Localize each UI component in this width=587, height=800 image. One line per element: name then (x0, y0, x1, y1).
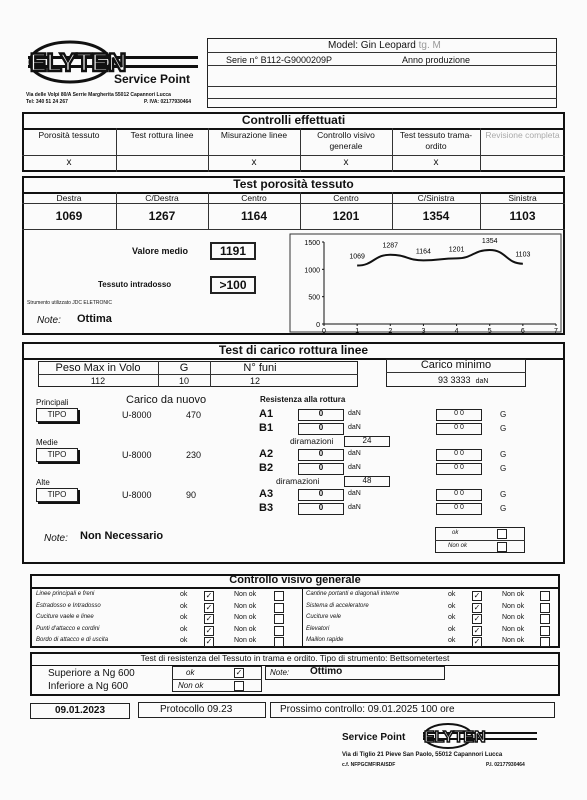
visivo-ok-checkbox[interactable]: ✓ (205, 602, 213, 612)
serial-label: Serie n° B112-G9000209P (226, 55, 333, 65)
visivo-nonok-checkbox[interactable] (274, 591, 284, 601)
line-model: U-8000 (122, 410, 152, 420)
visivo-ok-checkbox[interactable]: ✓ (473, 637, 481, 646)
funi-label: N° funi (243, 362, 277, 374)
tessuto-ok-checkbox[interactable]: ✓ (235, 668, 243, 677)
visivo-nonok-label: Non ok (502, 637, 525, 644)
resistenza-value: 0 (318, 423, 324, 432)
visivo-ok-label: ok (448, 637, 456, 644)
porosita-header: C/Destra (145, 193, 179, 203)
footer-piva: P.I. 02177930464 (486, 762, 525, 768)
porosita-value: 1267 (148, 209, 176, 223)
svg-text:ELYTEN: ELYTEN (424, 729, 486, 746)
g-unit: G (500, 450, 507, 459)
peso-label: Peso Max in Volo (55, 362, 141, 374)
valore-medio-value: 1191 (219, 244, 247, 258)
visivo-ok-label: ok (448, 625, 456, 633)
porosita-value: 1354 (422, 209, 450, 223)
chart-data-label: 1164 (415, 248, 431, 256)
resistenza-value: 0 (318, 409, 324, 418)
chart-x-tick-label: 0 (322, 328, 326, 334)
resistenza-row-label: A3 (259, 488, 274, 500)
footer-date: 09.01.2023 (54, 705, 106, 716)
visivo-title: Controllo visivo generale (229, 574, 361, 586)
resistenza-value: 0 (318, 503, 324, 512)
diramazioni-value: 24 (362, 436, 372, 445)
chart-x-tick-label: 4 (454, 328, 459, 334)
g-value: 0 0 (454, 490, 464, 497)
visivo-ok-checkbox[interactable]: ✓ (473, 591, 481, 600)
resistenza-unit: daN (348, 464, 361, 471)
visivo-ok-label: ok (180, 591, 188, 598)
controlli-header: Test rottura linee (130, 130, 194, 140)
tipo-label: TIPO (47, 410, 67, 419)
controlli-title: Controlli effettuati (241, 113, 346, 127)
tessuto-sup-label: Superiore a Ng 600 (48, 668, 135, 679)
carico-nuovo-value: 230 (186, 450, 202, 460)
tessuto-nonok-checkbox[interactable] (234, 681, 244, 691)
porosita-header: Centro (241, 193, 267, 203)
visivo-item-label: Cuciture vaele e linee (36, 614, 94, 620)
g-value: 0 0 (454, 464, 464, 471)
model-label: Model: Gin Leopard tg. M (328, 40, 441, 51)
visivo-nonok-label: Non ok (234, 602, 257, 610)
porosita-value: 1201 (332, 209, 360, 223)
footer-brand-sub: Service Point (342, 732, 406, 743)
visivo-nonok-label: Non ok (234, 637, 257, 644)
footer-cf: c.f. NFPGCMFIRAISDF (342, 762, 396, 768)
visivo-ok-label: ok (180, 602, 188, 610)
tessuto-note-label: Note: (270, 668, 290, 677)
rottura-ok-checkbox[interactable] (497, 529, 507, 539)
visivo-item-label: Punti d'attacco e cordini (36, 625, 100, 632)
chart-x-tick-label: 7 (554, 328, 558, 334)
chart-data-label: 1354 (481, 237, 498, 245)
porosita-note-label: Note: (37, 315, 61, 326)
header-piva: P. IVA: 02177930464 (144, 99, 192, 105)
controlli-header: Revisione completa (485, 130, 560, 140)
rottura-nonok-checkbox[interactable] (497, 542, 507, 552)
porosita-value: 1164 (240, 209, 268, 223)
porosita-header: Centro (333, 193, 359, 203)
resistenza-value: 0 (318, 449, 324, 458)
g-value: 0 0 (454, 424, 464, 431)
visivo-ok-checkbox[interactable]: ✓ (205, 637, 213, 646)
resistenza-value: 0 (318, 463, 324, 472)
chart-series-line (357, 250, 523, 266)
visivo-nonok-checkbox[interactable] (274, 614, 284, 624)
resistenza-label: Resistenza alla rottura (260, 395, 346, 404)
carico-nuovo-value: 470 (186, 410, 202, 420)
visivo-nonok-checkbox[interactable] (540, 614, 550, 624)
rottura-title: Test di carico rottura linee (218, 343, 369, 357)
g-unit: G (500, 504, 507, 513)
footer-logo (420, 722, 540, 752)
tessuto-nonok-label: Non ok (178, 681, 204, 690)
header-address: Via delle Volpi 80/A Serrie Margherita 55012 Capannori Lucca (26, 92, 171, 98)
diramazioni-label: diramazioni (290, 436, 334, 446)
intradosso-label: Tessuto intradosso (98, 280, 172, 289)
visivo-ok-checkbox[interactable]: ✓ (205, 591, 213, 600)
rottura-ok-label: ok (452, 530, 459, 536)
visivo-ok-label: ok (448, 602, 456, 610)
g-unit: G (500, 490, 507, 499)
chart-y-tick-label: 1000 (304, 267, 320, 275)
tessuto-title: Test di resistenza del Tessuto in trama e ordito. Tipo di strumento: Bettsometertest (140, 653, 450, 663)
rottura-nonok-label: Non ok (448, 543, 468, 549)
chart-y-tick-label: 500 (308, 294, 320, 302)
resistenza-unit: daN (348, 410, 361, 417)
visivo-ok-checkbox[interactable]: ✓ (473, 602, 481, 612)
visivo-ok-label: ok (448, 591, 456, 598)
visivo-nonok-checkbox[interactable] (274, 626, 284, 636)
visivo-item-label: Linee principali e freni (36, 591, 95, 597)
diramazioni-value: 48 (362, 476, 372, 485)
tessuto-ok-label: ok (186, 668, 195, 677)
chart-data-label: 1287 (382, 242, 399, 250)
visivo-nonok-label: Non ok (234, 591, 257, 598)
visivo-ok-checkbox[interactable]: ✓ (205, 614, 213, 623)
visivo-nonok-label: Non ok (502, 625, 525, 633)
controlli-mark: x (251, 157, 257, 168)
intradosso-value: >100 (219, 278, 247, 292)
visivo-ok-checkbox[interactable]: ✓ (205, 625, 213, 635)
brand-subtitle: Service Point (114, 72, 191, 86)
visivo-nonok-checkbox[interactable] (540, 603, 550, 613)
production-label: Anno produzione (402, 55, 471, 65)
valore-medio-label: Valore medio (132, 246, 189, 256)
resistenza-unit: daN (348, 450, 361, 457)
header-tel: Tel: 340 51 24 267 (26, 99, 68, 105)
resistenza-unit: daN (348, 490, 361, 497)
chart-data-label: 1201 (448, 246, 465, 254)
tessuto-note-box (265, 666, 445, 680)
visivo-ok-label: ok (180, 625, 188, 633)
visivo-item-label: Cuciture vele (306, 614, 342, 620)
g-label: G (179, 362, 189, 374)
footer-address: Via di Tiglio 21 Pieve San Paolo, 55012 Capannori Lucca (342, 752, 503, 758)
controlli-header: Controllo visivo generale (317, 130, 375, 151)
porosita-header: Destra (56, 193, 82, 203)
controlli-mark: x (66, 157, 72, 168)
serial-value: B112-G9000209P (260, 55, 333, 65)
group-name: Principali (36, 398, 69, 407)
visivo-nonok-label: Non ok (234, 614, 257, 621)
brand-name: ELYTEN (30, 49, 127, 77)
g-value: 0 0 (454, 450, 464, 457)
visivo-item-label: Elevatori (306, 625, 330, 632)
g-unit: G (500, 424, 507, 433)
resistenza-row-label: B1 (259, 422, 274, 434)
visivo-ok-checkbox[interactable]: ✓ (473, 625, 481, 635)
controlli-mark: x (433, 157, 439, 168)
resistenza-unit: daN (348, 504, 361, 511)
resistenza-unit: daN (348, 424, 361, 431)
visivo-nonok-checkbox[interactable] (274, 603, 284, 613)
porosita-value: 1069 (55, 209, 83, 223)
visivo-nonok-checkbox[interactable] (274, 637, 284, 647)
chart-x-tick-label: 2 (388, 328, 393, 334)
visivo-nonok-label: Non ok (502, 614, 525, 621)
resistenza-value: 0 (318, 489, 324, 498)
g-value: 0 0 (454, 410, 464, 417)
rottura-note: Non Necessario (80, 530, 164, 542)
line-model: U-8000 (122, 450, 152, 460)
chart-y-tick-label: 0 (316, 322, 320, 329)
visivo-nonok-label: Non ok (502, 591, 525, 598)
carico-nuovo-value: 90 (186, 490, 197, 500)
visivo-nonok-checkbox[interactable] (540, 591, 550, 601)
tipo-label: TIPO (47, 490, 67, 499)
tessuto-note: Ottimo (310, 666, 343, 677)
diramazioni-label: diramazioni (276, 476, 320, 486)
controlli-header: Test tessuto trama-ordito (399, 130, 473, 151)
chart-data-label: 1103 (515, 251, 531, 259)
peso-value: 112 (90, 376, 106, 386)
visivo-nonok-label: Non ok (234, 625, 257, 633)
line-model: U-8000 (122, 490, 152, 500)
funi-value: 12 (250, 376, 261, 386)
rottura-note-label: Note: (44, 533, 68, 544)
resistenza-row-label: B3 (259, 502, 274, 514)
visivo-item-label: Maillon rapide (306, 637, 344, 643)
chart-x-tick-label: 3 (421, 328, 426, 334)
chart-data-label: 1069 (349, 253, 365, 261)
visivo-item-label: Bordo di attacco e di uscita (36, 637, 109, 643)
carico-nuovo-label: Carico da nuovo (126, 394, 207, 406)
visivo-item-label: Sistema di acceleratore (306, 602, 369, 609)
group-name: Alte (36, 478, 50, 487)
resistenza-row-label: A2 (259, 448, 274, 460)
controlli-header: Porosità tessuto (38, 130, 100, 140)
g-value: 0 0 (454, 504, 464, 511)
prossimo-controllo: Prossimo controllo: 09.01.2025 100 ore (280, 704, 455, 715)
visivo-item-label: Estradosso e Intradosso (36, 602, 101, 609)
visivo-ok-label: ok (180, 614, 188, 621)
resistenza-row-label: A1 (259, 408, 274, 420)
g-unit: G (500, 464, 507, 473)
controlli-mark: x (343, 157, 349, 168)
carico-min-value: 93 3333 daN (438, 375, 489, 385)
porosita-value: 1103 (509, 209, 536, 223)
controlli-header: Misurazione linee (220, 130, 288, 140)
chart-x-tick-label: 6 (520, 328, 525, 334)
visivo-nonok-checkbox[interactable] (540, 626, 550, 636)
visivo-nonok-label: Non ok (502, 602, 525, 610)
protocollo: Protocollo 09.23 (160, 704, 233, 715)
chart-x-tick-label: 1 (355, 328, 360, 334)
visivo-nonok-checkbox[interactable] (540, 637, 550, 647)
porosita-title: Test porosità tessuto (233, 177, 354, 191)
strumento-label: Strumento utilizzato JDC ELETRONIC (27, 300, 113, 306)
tessuto-inf-label: Inferiore a Ng 600 (48, 681, 129, 692)
chart-y-tick-label: 1500 (304, 240, 320, 247)
g-unit: G (500, 410, 507, 419)
visivo-item-label: Cantine portanti e diagonali interne (306, 591, 400, 597)
visivo-ok-label: ok (180, 637, 188, 644)
porosita-header: C/Sinistra (417, 193, 455, 203)
porosita-note: Ottima (77, 313, 112, 325)
porosity-chart (288, 232, 563, 334)
visivo-ok-checkbox[interactable]: ✓ (473, 614, 481, 623)
group-name: Medie (36, 438, 58, 447)
visivo-ok-label: ok (448, 614, 456, 621)
g-value: 10 (178, 376, 189, 386)
tipo-label: TIPO (47, 450, 67, 459)
porosita-header: Sinistra (508, 193, 537, 203)
resistenza-row-label: B2 (259, 462, 274, 474)
carico-min-label: Carico minimo (420, 359, 492, 371)
chart-x-tick-label: 5 (487, 328, 492, 334)
